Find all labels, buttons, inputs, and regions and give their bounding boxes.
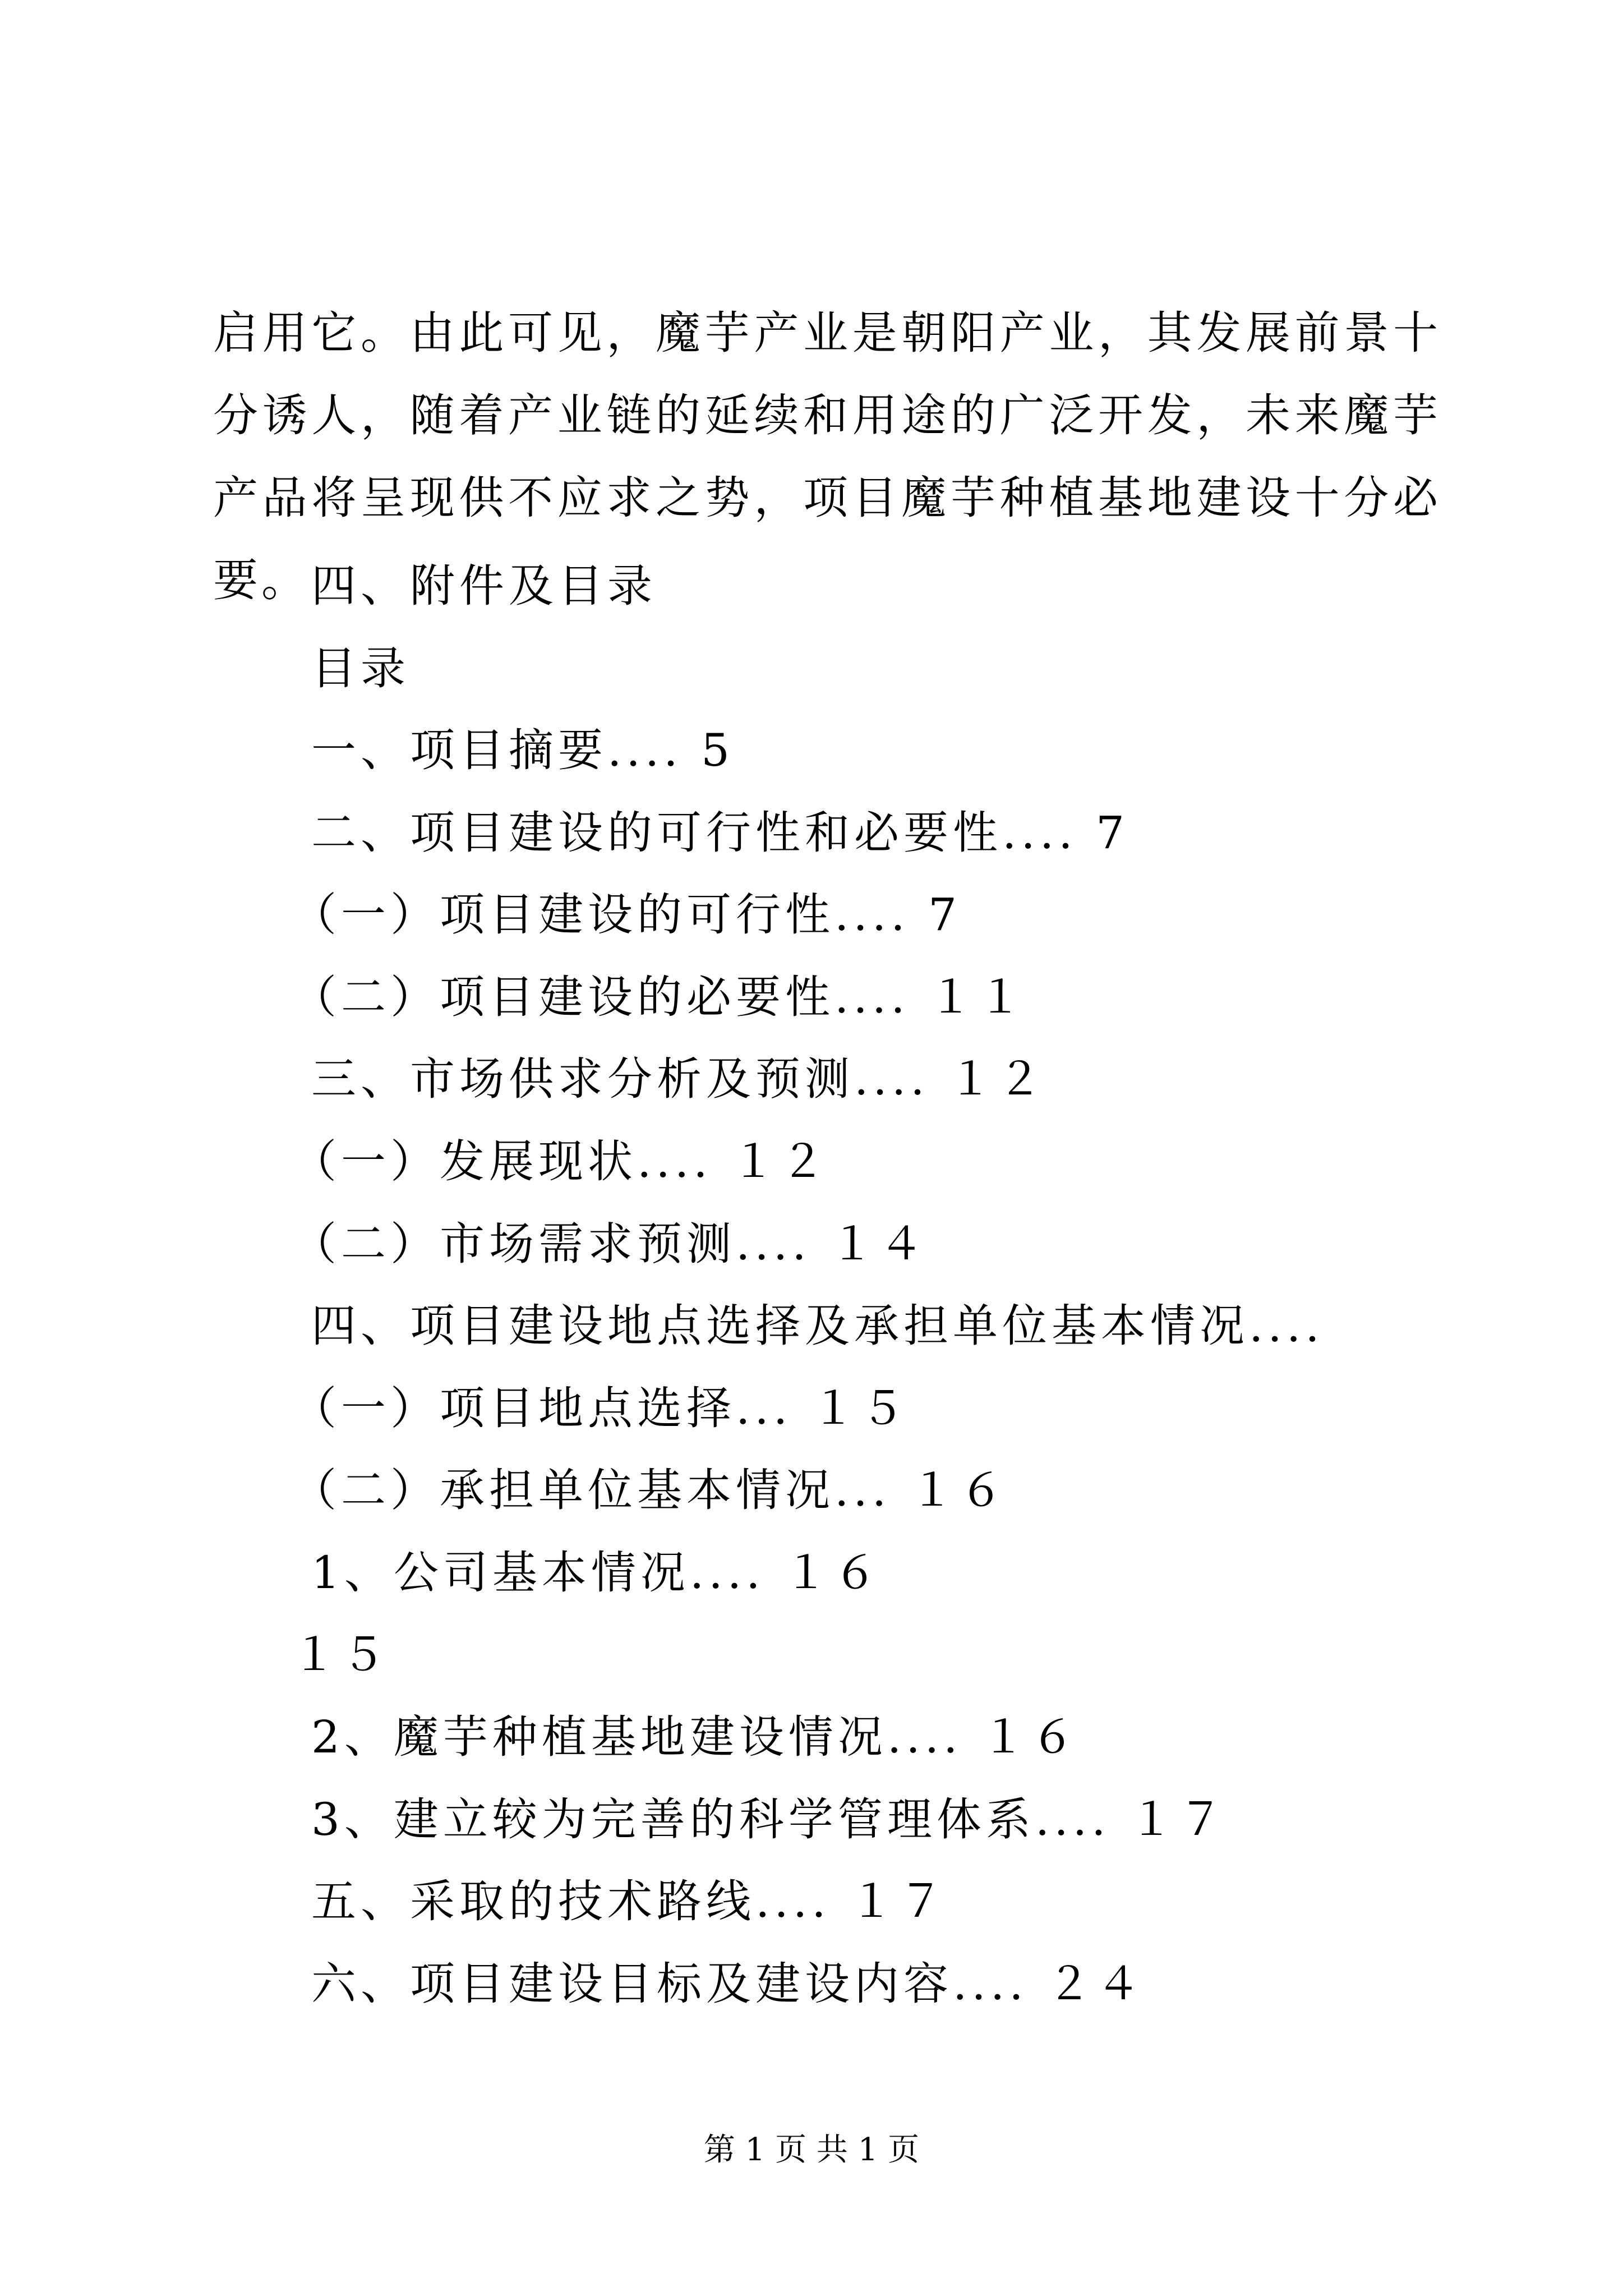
toc-entry: （二）市场需求预测.... １４ [292,1218,929,1270]
page-footer: 第 1 页 共 1 页 [703,2132,920,2168]
toc-entry: （二）项目建设的必要性.... １１ [292,971,1027,1023]
body-paragraph: 启用它。由此可见，魔芋产业是朝阳产业，其发展前景十分诱人，随着产业链的延续和用途的广泛开发，未来魔芋产品将呈现供不应求之势，项目魔芋种植基地建设十分必要。 [213,307,1441,606]
toc-entry: 2、魔芋种植基地建设情况.... １６ [311,1711,1080,1763]
toc-entry: 二、项目建设的可行性和必要性.... 7 [311,807,1129,859]
section-heading: 四、附件及目录 [311,560,657,612]
toc-entry: （一）项目地点选择... １５ [292,1382,910,1434]
toc-entry: 3、建立较为完善的科学管理体系.... １７ [311,1793,1228,1846]
toc-title: 目录 [311,642,410,694]
toc-entry: 1、公司基本情况.... １６ [311,1547,883,1599]
toc-entry: （一）项目建设的可行性.... 7 [292,889,962,941]
toc-entry: （二）承担单位基本情况... １６ [292,1464,1008,1516]
toc-entry: 六、项目建设目标及建设内容.... ２４ [311,1958,1146,2010]
toc-entry: 四、项目建设地点选择及承担单位基本情况.... [311,1300,1324,1352]
toc-entry: １５ [292,1628,390,1681]
toc-entry: （一）发展现状.... １２ [292,1135,830,1188]
toc-entry: 五、采取的技术路线.... １７ [311,1875,948,1927]
toc-entry: 三、市场供求分析及预测.... １２ [311,1053,1047,1105]
toc-entry: 一、项目摘要.... 5 [311,724,735,776]
